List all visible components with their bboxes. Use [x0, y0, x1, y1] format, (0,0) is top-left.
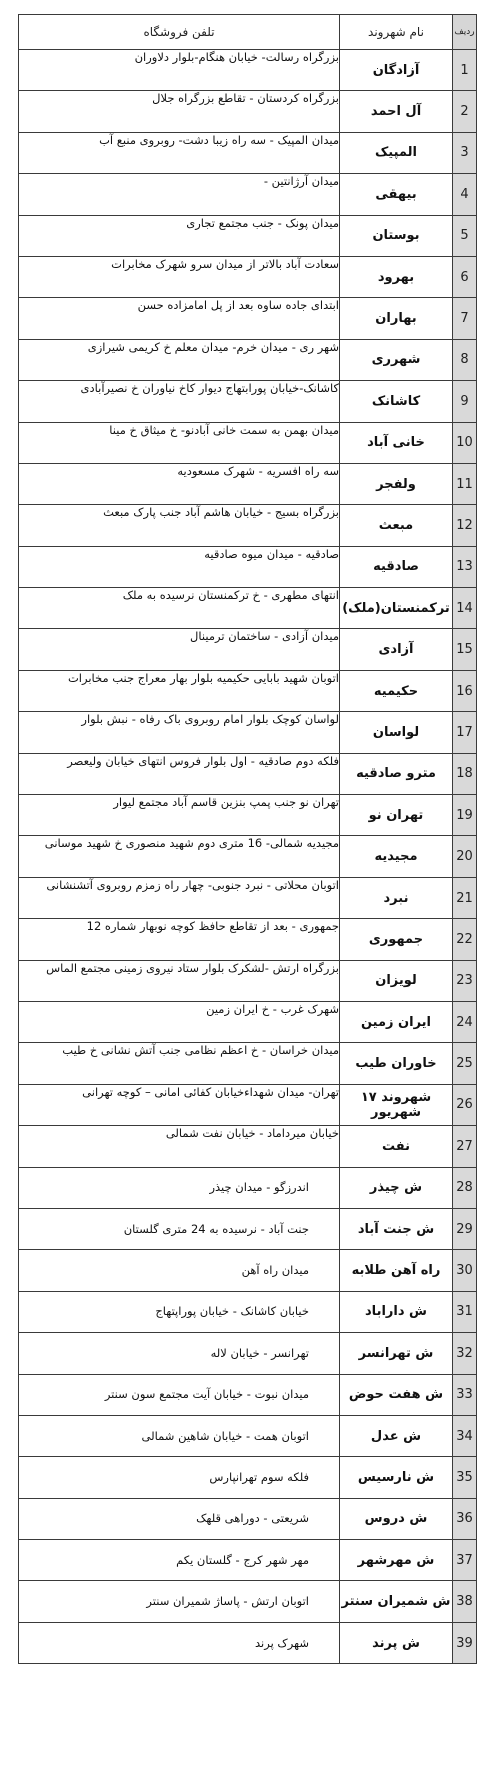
store-name: ش هفت حوض: [340, 1374, 453, 1415]
row-number: 21: [453, 877, 477, 918]
table-row: [19, 132, 477, 173]
store-address: انتهای مطهری - خ ترکمنستان نرسیده به ملک: [19, 588, 340, 629]
table-row: [19, 1415, 477, 1456]
row-number: 36: [453, 1498, 477, 1539]
row-number: 25: [453, 1043, 477, 1084]
table-row: [19, 91, 477, 132]
store-name: تهران نو: [340, 795, 453, 836]
store-address: میدان خراسان - خ اعظم نظامی جنب آتش نشانی خ طیب: [19, 1043, 340, 1084]
store-address: خیابان میرداماد - خیابان نفت شمالی: [19, 1126, 340, 1167]
row-number: 29: [453, 1208, 477, 1249]
row-number: 7: [453, 298, 477, 339]
table-row: [19, 877, 477, 918]
store-address: تهران- میدان شهداءخیابان کفائی امانی – کوچه تهرانی: [19, 1084, 340, 1125]
store-name: لواسان: [340, 712, 453, 753]
store-name: نبرد: [340, 877, 453, 918]
store-address: بزرگراه ارتش -لشکرک بلوار ستاد نیروی زمینی مجتمع الماس: [19, 960, 340, 1001]
row-number: 30: [453, 1250, 477, 1291]
store-address: شریعتی - دوراهی قلهک: [19, 1498, 340, 1539]
store-name: بهاران: [340, 298, 453, 339]
store-address: کاشانک-خیابان پورابتهاج دیوار کاخ نیاوران خ نصیرآبادی: [19, 381, 340, 422]
store-name: لویزان: [340, 960, 453, 1001]
row-number: 23: [453, 960, 477, 1001]
row-number: 14: [453, 588, 477, 629]
store-name: ش عدل: [340, 1415, 453, 1456]
store-address: میدان نبوت - خیابان آیت مجتمع سون سنتر: [19, 1374, 340, 1415]
store-name: جمهوری: [340, 919, 453, 960]
table-row: [19, 1250, 477, 1291]
store-address: صادقیه - میدان میوه صادقیه: [19, 546, 340, 587]
table-row: [19, 1291, 477, 1332]
table-row: [19, 463, 477, 504]
row-number: 13: [453, 546, 477, 587]
store-name: ش چیذر: [340, 1167, 453, 1208]
store-address: میدان راه آهن: [19, 1250, 340, 1291]
store-address: اتوبان شهید بابایی حکیمیه بلوار بهار معراج جنب مخابرات: [19, 670, 340, 711]
table-row: [19, 836, 477, 877]
store-name: بیهقی: [340, 174, 453, 215]
table-row: [19, 174, 477, 215]
store-list-sheet: [18, 14, 476, 1664]
store-address: میدان المپیک - سه راه زیبا دشت- روبروی منبع آب: [19, 132, 340, 173]
store-name: شهرری: [340, 339, 453, 380]
store-table: [18, 14, 477, 1664]
table-row: [19, 753, 477, 794]
store-name: مجیدیه: [340, 836, 453, 877]
row-number: 22: [453, 919, 477, 960]
row-number: 19: [453, 795, 477, 836]
store-name: خانی آباد: [340, 422, 453, 463]
row-number: 39: [453, 1622, 477, 1663]
store-name: آل احمد: [340, 91, 453, 132]
table-row: [19, 1457, 477, 1498]
row-number: 16: [453, 670, 477, 711]
store-name: خاوران طیب: [340, 1043, 453, 1084]
store-address: جمهوری - بعد از تقاطع حافظ کوچه نوبهار شماره 12: [19, 919, 340, 960]
store-name: صادقیه: [340, 546, 453, 587]
row-number: 26: [453, 1084, 477, 1125]
table-row: [19, 1374, 477, 1415]
store-address: سعادت آباد بالاتر از میدان سرو شهرک مخابرات: [19, 256, 340, 297]
table-row: [19, 1622, 477, 1663]
store-address: اتوبان همت - خیابان شاهین شمالی: [19, 1415, 340, 1456]
table-row: [19, 1208, 477, 1249]
table-row: [19, 256, 477, 297]
store-name: ش دروس: [340, 1498, 453, 1539]
store-address: بزرگراه رسالت- خیابان هنگام-بلوار دلاوران: [19, 50, 340, 91]
row-number: 11: [453, 463, 477, 504]
table-row: [19, 422, 477, 463]
store-name: کاشانک: [340, 381, 453, 422]
row-number: 15: [453, 629, 477, 670]
store-address: خیابان کاشانک - خیابان پوراپتهاج: [19, 1291, 340, 1332]
store-address: اتوبان ارتش - پاساژ شمیران سنتر: [19, 1581, 340, 1622]
row-number: 34: [453, 1415, 477, 1456]
store-address: مجیدیه شمالی- 16 متری دوم شهید منصوری خ شهید موسانی: [19, 836, 340, 877]
table-row: [19, 381, 477, 422]
table-row: [19, 339, 477, 380]
store-name: شهروند ۱۷ شهریور: [340, 1084, 453, 1125]
table-row: [19, 919, 477, 960]
table-row: [19, 960, 477, 1001]
row-number: 20: [453, 836, 477, 877]
store-address: میدان بهمن به سمت خانی آبادنو- خ میثاق خ مینا: [19, 422, 340, 463]
store-name: ش شمیران سنتر: [340, 1581, 453, 1622]
header-index: ردیف: [453, 15, 477, 50]
store-name: ترکمنستان(ملک): [340, 588, 453, 629]
table-row: [19, 670, 477, 711]
row-number: 3: [453, 132, 477, 173]
row-number: 24: [453, 1001, 477, 1042]
table-row: [19, 588, 477, 629]
table-row: [19, 629, 477, 670]
store-name: ولفجر: [340, 463, 453, 504]
table-row: [19, 1126, 477, 1167]
row-number: 4: [453, 174, 477, 215]
store-address: ابتدای جاده ساوه بعد از پل امامزاده حسن: [19, 298, 340, 339]
store-name: ش مهرشهر: [340, 1540, 453, 1581]
store-address: فلکه دوم صادقیه - اول بلوار فروس انتهای خیابان ولیعصر: [19, 753, 340, 794]
store-name: آزادگان: [340, 50, 453, 91]
store-name: ش جنت آباد: [340, 1208, 453, 1249]
store-address: تهرانسر - خیابان لاله: [19, 1333, 340, 1374]
store-address: شهرک غرب - خ ایران زمین: [19, 1001, 340, 1042]
store-name: بوستان: [340, 215, 453, 256]
table-row: [19, 1540, 477, 1581]
store-address: اندرزگو - میدان چیذر: [19, 1167, 340, 1208]
header-address: تلفن فروشگاه: [19, 15, 340, 50]
store-name: ش داراباد: [340, 1291, 453, 1332]
table-row: [19, 50, 477, 91]
store-name: المپیک: [340, 132, 453, 173]
store-name: آزادی: [340, 629, 453, 670]
table-row: [19, 298, 477, 339]
store-address: شهر ری - میدان خرم- میدان معلم خ کریمی شیرازی: [19, 339, 340, 380]
store-name: نفت: [340, 1126, 453, 1167]
table-row: [19, 1001, 477, 1042]
store-address: لواسان کوچک بلوار امام روبروی باک رفاه - نبش بلوار: [19, 712, 340, 753]
header-name: نام شهروند: [340, 15, 453, 50]
store-name: مبعث: [340, 505, 453, 546]
row-number: 37: [453, 1540, 477, 1581]
row-number: 8: [453, 339, 477, 380]
store-name: بهرود: [340, 256, 453, 297]
row-number: 18: [453, 753, 477, 794]
store-name: ایران زمین: [340, 1001, 453, 1042]
store-address: بزرگراه بسیج - خیابان هاشم آباد جنب پارک مبعث: [19, 505, 340, 546]
table-row: [19, 546, 477, 587]
store-address: جنت آباد - نرسیده به 24 متری گلستان: [19, 1208, 340, 1249]
store-name: راه آهن طلابه: [340, 1250, 453, 1291]
store-name: حکیمیه: [340, 670, 453, 711]
row-number: 5: [453, 215, 477, 256]
table-row: [19, 505, 477, 546]
table-body: [19, 50, 477, 1664]
table-row: [19, 215, 477, 256]
store-name: ش نارسیس: [340, 1457, 453, 1498]
table-row: [19, 1581, 477, 1622]
row-number: 12: [453, 505, 477, 546]
row-number: 31: [453, 1291, 477, 1332]
store-name: مترو صادقیه: [340, 753, 453, 794]
store-address: میدان پونک - جنب مجتمع تجاری: [19, 215, 340, 256]
table-row: [19, 1498, 477, 1539]
header-row: [19, 15, 477, 50]
store-address: بزرگراه کردستان - تقاطع بزرگراه جلال: [19, 91, 340, 132]
store-name: ش تهرانسر: [340, 1333, 453, 1374]
store-address: میدان آزادی - ساختمان ترمینال: [19, 629, 340, 670]
row-number: 32: [453, 1333, 477, 1374]
row-number: 27: [453, 1126, 477, 1167]
table-row: [19, 1333, 477, 1374]
table-row: [19, 1167, 477, 1208]
store-address: میدان آرژانتین -: [19, 174, 340, 215]
store-address: شهرک پرند: [19, 1622, 340, 1663]
row-number: 33: [453, 1374, 477, 1415]
store-address: سه راه افسریه - شهرک مسعودیه: [19, 463, 340, 504]
row-number: 17: [453, 712, 477, 753]
store-name: ش پرند: [340, 1622, 453, 1663]
table-row: [19, 1084, 477, 1125]
row-number: 6: [453, 256, 477, 297]
row-number: 35: [453, 1457, 477, 1498]
store-address: مهر شهر کرج - گلستان یکم: [19, 1540, 340, 1581]
store-address: فلکه سوم تهرانپارس: [19, 1457, 340, 1498]
row-number: 1: [453, 50, 477, 91]
table-row: [19, 712, 477, 753]
table-row: [19, 1043, 477, 1084]
row-number: 38: [453, 1581, 477, 1622]
row-number: 28: [453, 1167, 477, 1208]
row-number: 9: [453, 381, 477, 422]
store-address: تهران نو جنب پمپ بنزین قاسم آباد مجتمع لیوار: [19, 795, 340, 836]
table-row: [19, 795, 477, 836]
row-number: 10: [453, 422, 477, 463]
store-address: اتوبان محلاتی - نبرد جنوبی- چهار راه زمزم روبروی آتشنشانی: [19, 877, 340, 918]
row-number: 2: [453, 91, 477, 132]
